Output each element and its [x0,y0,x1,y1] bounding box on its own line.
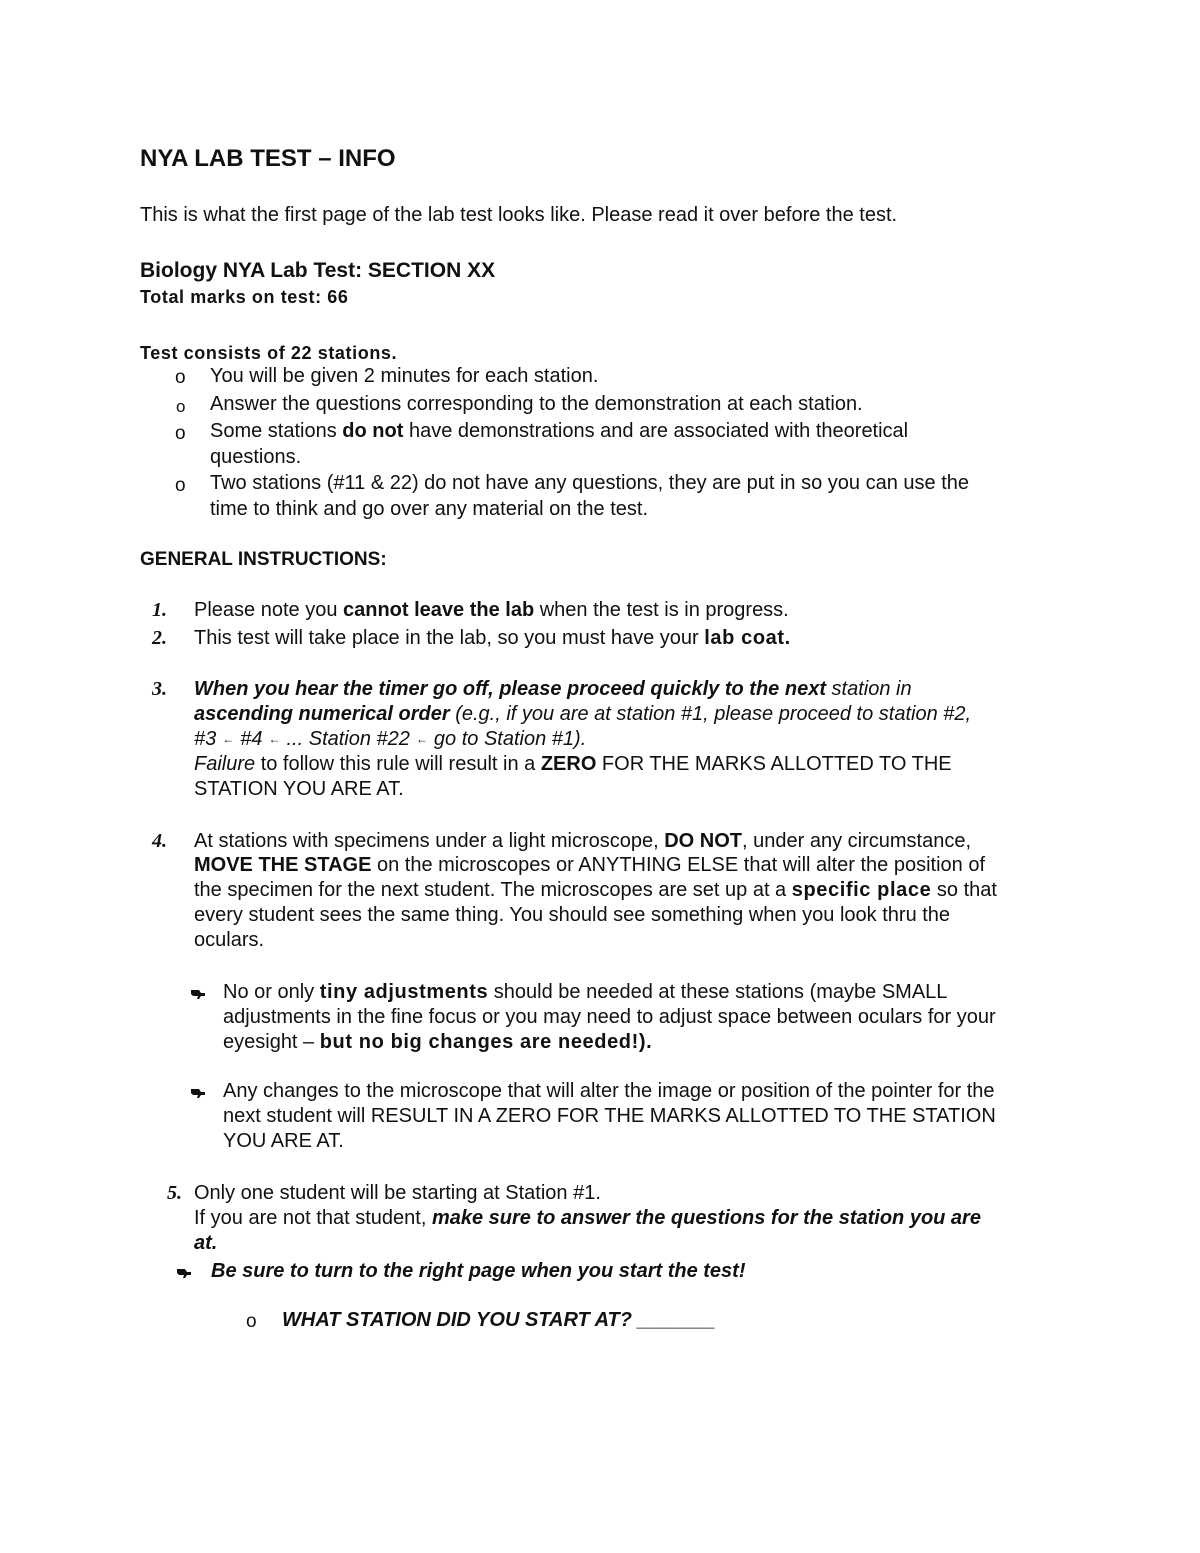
instruction-4-sub-2-line-1: Any changes to the microscope that will alter the image or position of the pointer for the [223,1080,995,1102]
instruction-1: Please note you cannot leave the lab when the test is in progress. [194,599,789,621]
instruction-4-sub-1-line-3: eyesight – but no big changes are needed!). [223,1031,653,1053]
station-bullet-1: You will be given 2 minutes for each station. [210,365,599,387]
flag-icon [190,980,206,1005]
arrow-icon: ← [222,732,235,746]
item-number: 4. [152,830,167,852]
instruction-5-reminder: Be sure to turn to the right page when you start the test! [211,1260,746,1282]
instruction-3-line-4: Failure to follow this rule will result in a ZERO FOR THE MARKS ALLOTTED TO THE [194,753,952,775]
instruction-4-line-5: oculars. [194,929,265,951]
station-bullet-3-cont: questions. [210,446,302,468]
instruction-4-line-1: At stations with specimens under a light microscope, DO NOT, under any circumstance, [194,830,971,852]
instruction-3-line-1: When you hear the timer go off, please proceed quickly to the next station in [194,678,912,700]
item-number: 5. [167,1182,182,1204]
instruction-2: This test will take place in the lab, so you must have your lab coat. [194,627,791,649]
station-bullet-4-cont: time to think and go over any material on the test. [210,498,649,520]
general-instructions-heading: GENERAL INSTRUCTIONS: [140,549,387,570]
start-station-question: WHAT STATION DID YOU START AT? _______ [282,1309,716,1331]
bullet-marker: o [176,397,186,416]
total-marks: Total marks on test: 66 [140,287,349,307]
instruction-3-line-5: STATION YOU ARE AT. [194,778,404,800]
flag-icon [176,1259,192,1284]
item-number: 2. [152,627,167,649]
bullet-marker: o [175,367,186,388]
instruction-4-sub-2-line-3: YOU ARE AT. [223,1130,344,1152]
instruction-4-line-4: every student sees the same thing. You should see something when you look thru the [194,904,951,926]
page-title: NYA LAB TEST – INFO [140,145,396,172]
arrow-icon: ← [415,732,428,746]
instruction-4-sub-1-line-2: adjustments in the fine focus or you may need to adjust space between oculars for your [223,1006,996,1028]
intro-text: This is what the first page of the lab test looks like. Please read it over before the test. [140,204,898,226]
instruction-4-line-2: MOVE THE STAGE on the microscopes or ANYTHING ELSE that will alter the position of [194,854,986,876]
test-heading: Biology NYA Lab Test: SECTION XX [140,259,496,282]
flag-icon [190,1079,206,1104]
instruction-5-line-2: If you are not that student, make sure to answer the questions for the station you are [194,1207,981,1229]
station-bullet-3: Some stations do not have demonstrations and are associated with theoretical [210,420,909,442]
bullet-marker: o [175,475,186,496]
item-number: 1. [152,599,167,621]
bullet-marker: o [175,423,186,444]
instruction-3-line-2: ascending numerical order (e.g., if you are at station #1, please proceed to station #2, [194,703,972,725]
item-number: 3. [152,678,167,700]
instruction-4-line-3: the specimen for the next student. The microscopes are set up at a specific place so that [194,879,997,901]
instruction-4-sub-2-line-2: next student will RESULT IN A ZERO FOR THE MARKS ALLOTTED TO THE STATION [223,1105,996,1127]
instruction-3-line-3: #3 ← #4 ← ... Station #22 ← go to Station #1). [194,728,587,750]
instruction-4-sub-1-line-1: No or only tiny adjustments should be needed at these stations (maybe SMALL [223,981,948,1003]
station-bullet-2: Answer the questions corresponding to the demonstration at each station. [210,393,863,415]
bullet-marker: o [246,1311,257,1332]
instruction-5-line-3: at. [194,1232,218,1254]
arrow-icon: ← [268,732,281,746]
station-bullet-4: Two stations (#11 & 22) do not have any questions, they are put in so you can use the [210,472,969,494]
stations-heading: Test consists of 22 stations. [140,343,398,363]
instruction-5-line-1: Only one student will be starting at Station #1. [194,1182,601,1204]
